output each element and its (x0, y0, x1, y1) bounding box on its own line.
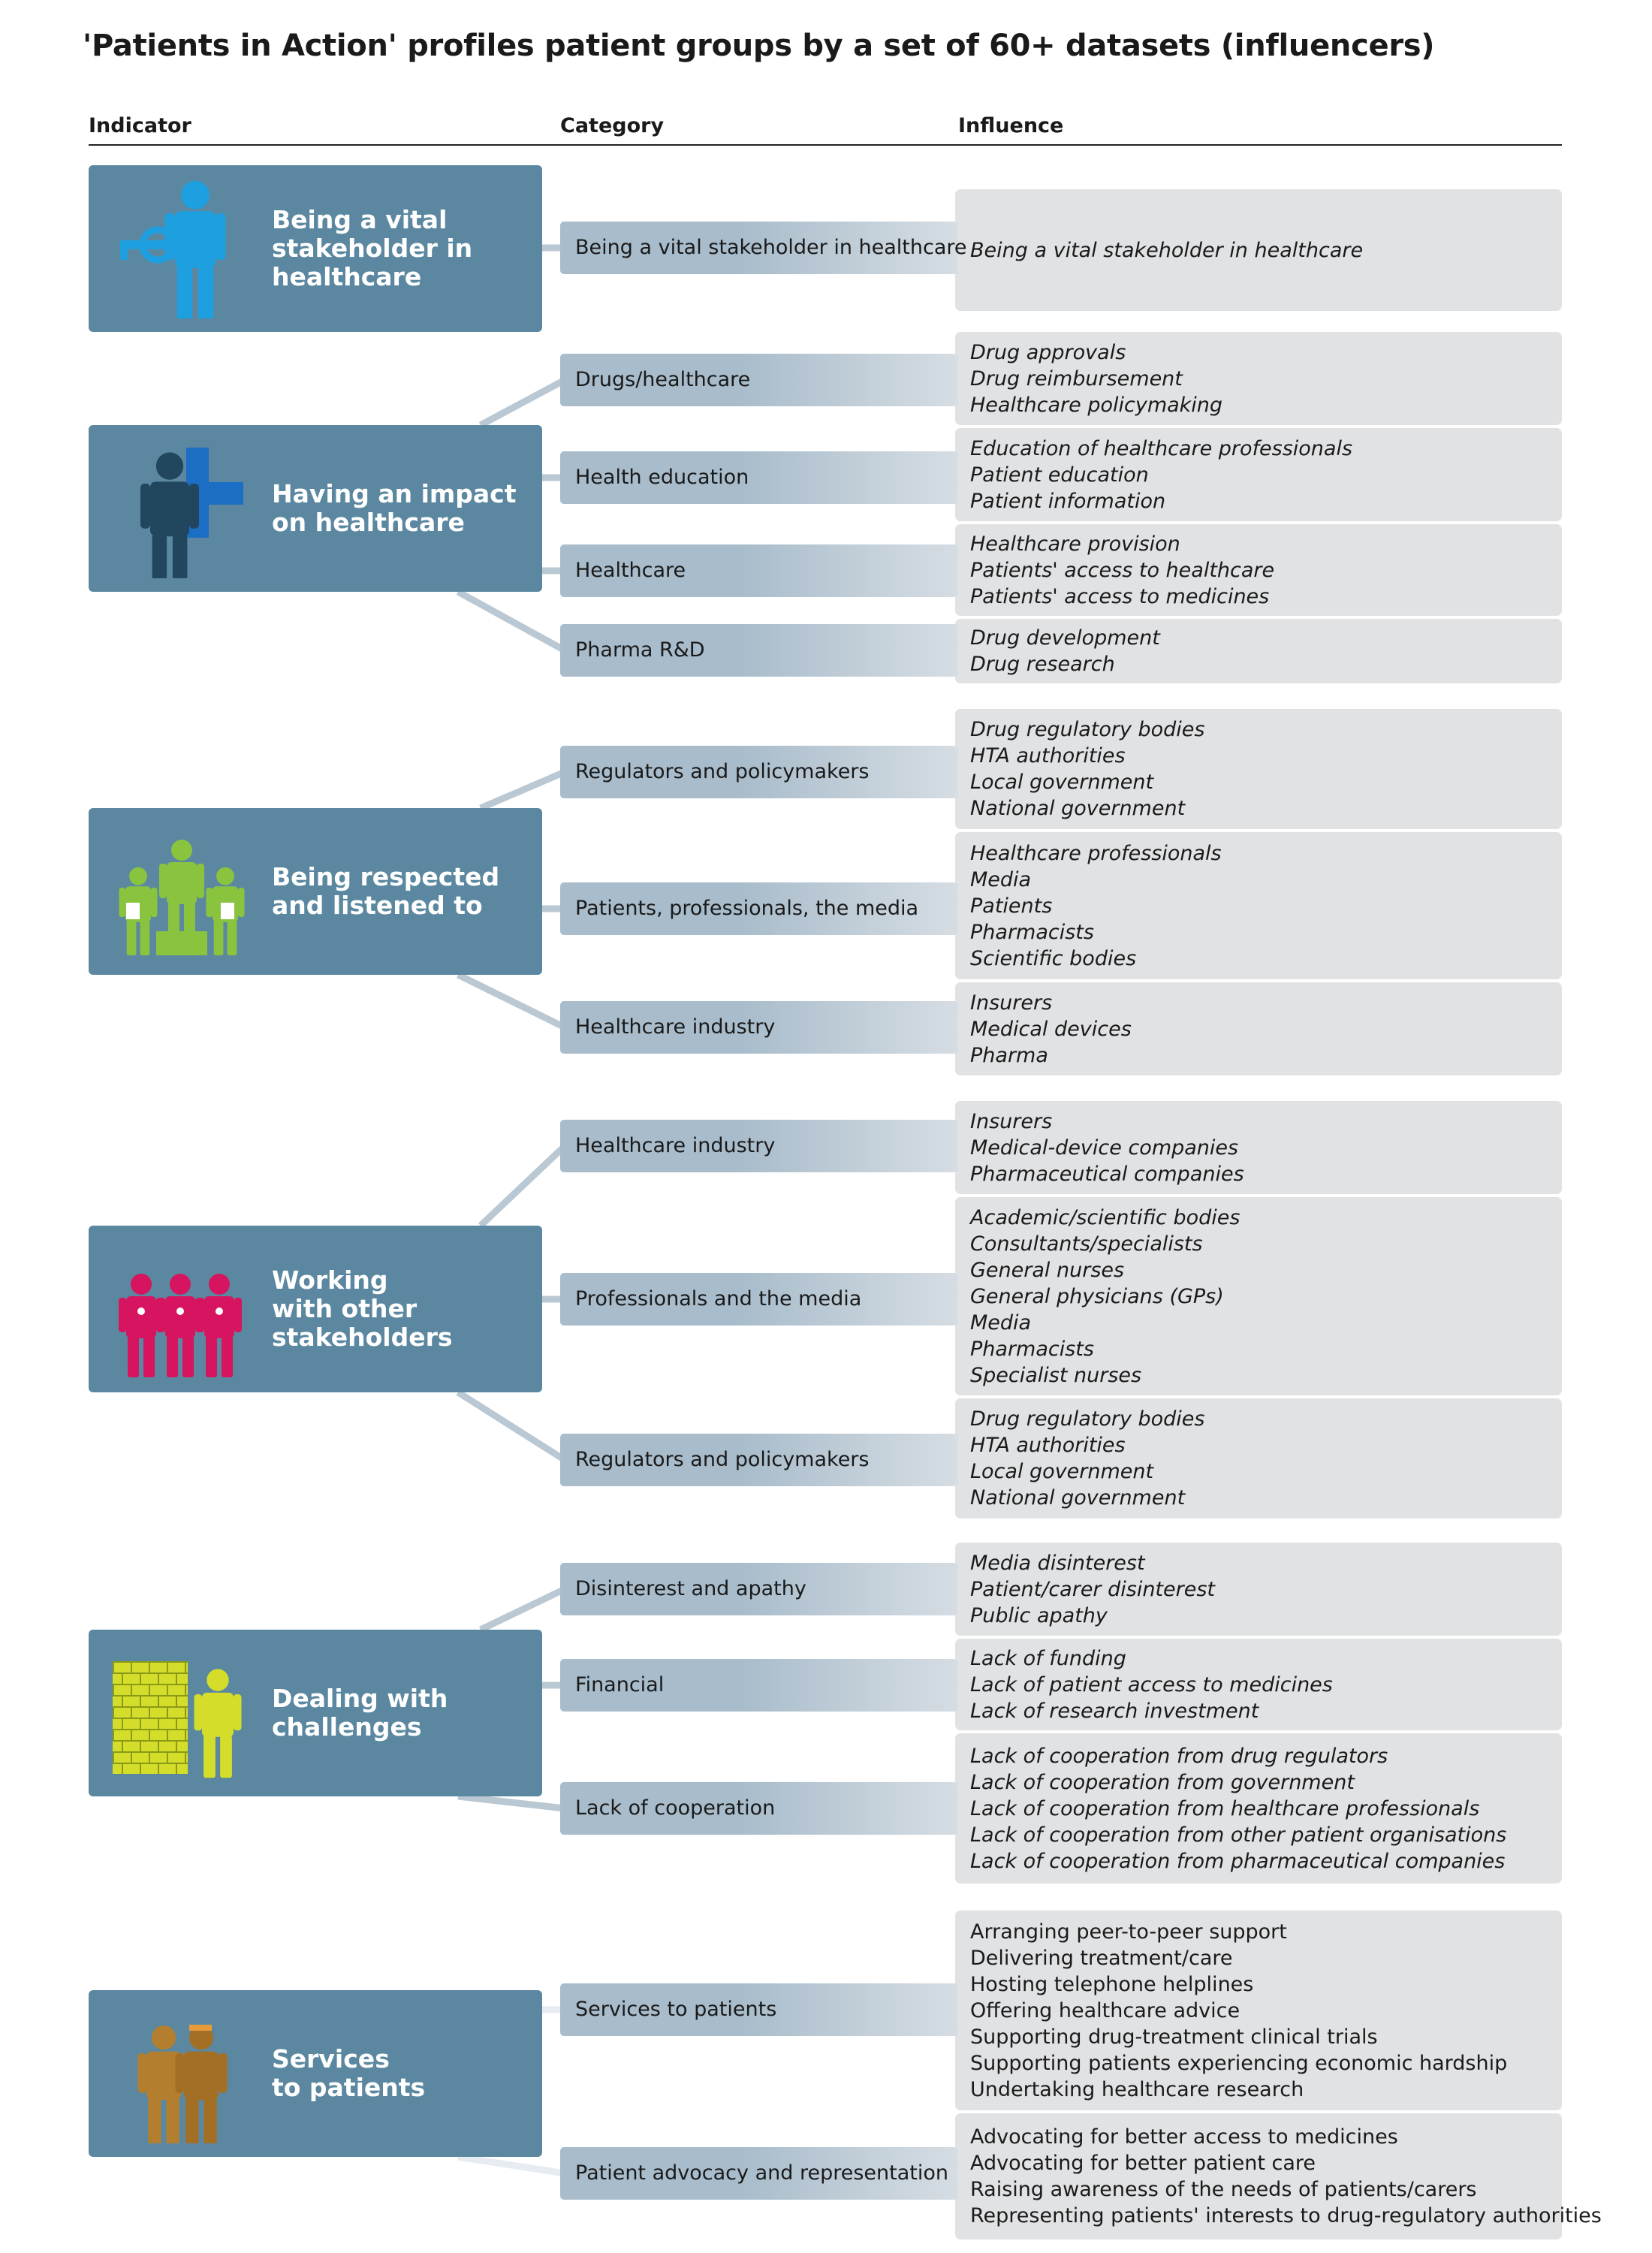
category-box (560, 451, 958, 504)
influence-item: Pharma (970, 1043, 1048, 1067)
influence-box (955, 1197, 1562, 1395)
influence-item: Lack of patient access to medicines (970, 1672, 1333, 1697)
connector-line (458, 1392, 565, 1460)
category-box (560, 354, 958, 406)
category-box (560, 1001, 958, 1054)
influence-item: Scientific bodies (970, 946, 1137, 970)
category-box (560, 882, 958, 935)
category-label: Regulators and policymakers (575, 760, 870, 783)
influence-item: Representing patients' interests to drug-regulatory authorities (970, 2204, 1602, 2227)
category-box (560, 222, 967, 274)
influence-item: Lack of cooperation from drug regulators (970, 1744, 1388, 1768)
category-box (560, 1273, 958, 1326)
influence-box (955, 524, 1562, 616)
influence-item: National government (970, 1486, 1186, 1510)
connector-line (481, 380, 565, 425)
connector-line (458, 2157, 565, 2173)
category-label: Patients, professionals, the media (575, 897, 919, 920)
category-label: Disinterest and apathy (575, 1577, 806, 1600)
influence-item: Media (970, 867, 1032, 891)
connector-line (458, 975, 565, 1027)
influence-item: Education of healthcare professionals (970, 436, 1353, 460)
influence-item: Public apathy (970, 1603, 1108, 1627)
category-box (560, 1983, 958, 2036)
indicator-box (89, 1990, 542, 2157)
influence-item: Insurers (970, 991, 1053, 1015)
influence-item: Patients' access to healthcare (970, 558, 1275, 582)
influence-item: Academic/scientific bodies (970, 1205, 1241, 1229)
indicator-box (89, 808, 542, 975)
category-label: Financial (575, 1673, 665, 1697)
influence-item: HTA authorities (970, 1434, 1126, 1457)
influence-box (955, 1911, 1562, 2110)
category-label: Health education (575, 466, 749, 489)
influence-item: Media disinterest (970, 1551, 1145, 1575)
person-with-key-icon (105, 179, 255, 318)
influence-item: Lack of cooperation from government (970, 1770, 1355, 1794)
category-label: Drugs/healthcare (575, 368, 751, 391)
category-box (560, 1782, 958, 1835)
category-label: Healthcare industry (575, 1134, 776, 1157)
influence-box (955, 332, 1562, 425)
influence-item: Patient education (970, 463, 1149, 487)
influence-item: Patient/carer disinterest (970, 1577, 1215, 1601)
indicator-label: Dealing with challenges (272, 1684, 448, 1742)
influence-item: Patients (970, 894, 1053, 918)
category-box (560, 1120, 958, 1172)
influence-item: Pharmacists (970, 920, 1094, 944)
influence-box (955, 1543, 1562, 1636)
indicator-box (89, 165, 542, 332)
header-category: Category (560, 114, 665, 137)
influence-item: HTA authorities (970, 744, 1126, 768)
influence-item: Lack of funding (970, 1646, 1126, 1670)
indicator-label: Being a vital stakeholder in healthcare (272, 205, 473, 291)
influence-item: Arranging peer-to-peer support (970, 1920, 1287, 1944)
influence-item: Drug approvals (970, 340, 1126, 364)
connector-line (481, 1589, 565, 1630)
influence-item: Local government (970, 771, 1154, 794)
person-with-medical-cross-icon (105, 439, 255, 578)
influence-box (955, 832, 1562, 979)
influence-box (955, 1733, 1562, 1884)
influence-item: General nurses (970, 1258, 1125, 1282)
influence-box (955, 428, 1562, 521)
influence-box (955, 189, 1562, 311)
influence-item: Drug development (970, 626, 1160, 650)
category-label: Lack of cooperation (575, 1796, 776, 1820)
influence-item: Pharmacists (970, 1337, 1094, 1361)
indicator-label: Being respected and listened to (272, 862, 500, 920)
influence-item: Lack of cooperation from other patient organisations (970, 1823, 1507, 1847)
influence-item: Supporting patients experiencing economic hardship (970, 2051, 1508, 2075)
influence-item: Medical devices (970, 1017, 1132, 1041)
indicator-label: Having an impact on healthcare (272, 479, 517, 537)
connector-line (458, 592, 565, 650)
two-people-supporting-icon (105, 2004, 255, 2143)
influence-item: Pharmaceutical companies (970, 1162, 1244, 1186)
influence-item: Drug reimbursement (970, 366, 1183, 391)
connector-line (458, 1796, 565, 1808)
influence-item: Healthcare professionals (970, 841, 1222, 865)
people-on-podium-icon (105, 822, 255, 961)
influence-item: Drug research (970, 653, 1115, 676)
category-label: Being a vital stakeholder in healthcare (575, 236, 967, 259)
category-box (560, 2147, 958, 2200)
influence-item: Hosting telephone helplines (970, 1972, 1254, 1996)
influence-item: Medical-device companies (970, 1136, 1239, 1160)
category-label: Professionals and the media (575, 1287, 862, 1310)
category-box (560, 544, 958, 597)
influence-box (955, 1639, 1562, 1730)
influence-box (955, 982, 1562, 1075)
three-doctors-icon (105, 1239, 255, 1379)
influence-item: Supporting drug-treatment clinical trials (970, 2025, 1378, 2049)
influence-item: Consultants/specialists (970, 1232, 1203, 1256)
influence-box (955, 1101, 1562, 1194)
category-label: Healthcare (575, 559, 686, 582)
influence-item: Lack of cooperation from pharmaceutical companies (970, 1849, 1506, 1873)
brick-wall-person-icon (105, 1643, 255, 1783)
influence-item: Insurers (970, 1109, 1053, 1133)
influence-box (955, 709, 1562, 829)
influence-item: Media (970, 1310, 1032, 1335)
influence-item: Lack of research investment (970, 1699, 1259, 1723)
influence-item: Local government (970, 1460, 1154, 1483)
header-influence: Influence (958, 114, 1064, 137)
influence-item: Advocating for better patient care (970, 2152, 1316, 2175)
influence-item: Patients' access to medicines (970, 584, 1270, 608)
indicator-box (89, 425, 542, 592)
influence-item: Drug regulatory bodies (970, 1407, 1205, 1431)
category-label: Regulators and policymakers (575, 1448, 870, 1471)
influence-item: Lack of cooperation from healthcare professionals (970, 1796, 1480, 1820)
indicator-label: Working with other stakeholders (272, 1265, 453, 1352)
influence-item: Being a vital stakeholder in healthcare (970, 238, 1364, 262)
indicator-box (89, 1630, 542, 1796)
influence-item: National government (970, 797, 1186, 820)
influence-box (955, 2113, 1602, 2239)
influence-item: Delivering treatment/care (970, 1946, 1233, 1970)
connector-line (481, 1146, 565, 1226)
influence-item: Healthcare policymaking (970, 393, 1223, 417)
indicator-label: Services to patients (272, 2044, 426, 2102)
category-label: Patient advocacy and representation (575, 2161, 948, 2185)
influence-item: Advocating for better access to medicines (970, 2125, 1398, 2149)
influence-item: Patient information (970, 489, 1166, 513)
influence-item: Specialist nurses (970, 1363, 1142, 1387)
category-box (560, 624, 958, 677)
category-label: Healthcare industry (575, 1015, 776, 1039)
influence-item: General physicians (GPs) (970, 1284, 1224, 1308)
influence-item: Offering healthcare advice (970, 1998, 1241, 2022)
category-box (560, 1659, 958, 1712)
category-box (560, 1434, 958, 1486)
category-box (560, 1563, 958, 1615)
category-label: Pharma R&D (575, 638, 705, 662)
header-indicator: Indicator (89, 114, 191, 137)
category-label: Services to patients (575, 1998, 777, 2021)
category-box (560, 746, 958, 798)
indicator-box (89, 1226, 542, 1392)
influence-item: Healthcare provision (970, 532, 1180, 556)
influence-item: Drug regulatory bodies (970, 718, 1205, 741)
influence-item: Raising awareness of the needs of patients/carers (970, 2178, 1477, 2201)
connector-line (481, 772, 565, 808)
influence-box (955, 619, 1562, 683)
page-title: 'Patients in Action' profiles patient groups by a set of 60+ datasets (influencers) (83, 29, 1435, 63)
influence-box (955, 1398, 1562, 1519)
influence-item: Undertaking healthcare research (970, 2077, 1304, 2101)
